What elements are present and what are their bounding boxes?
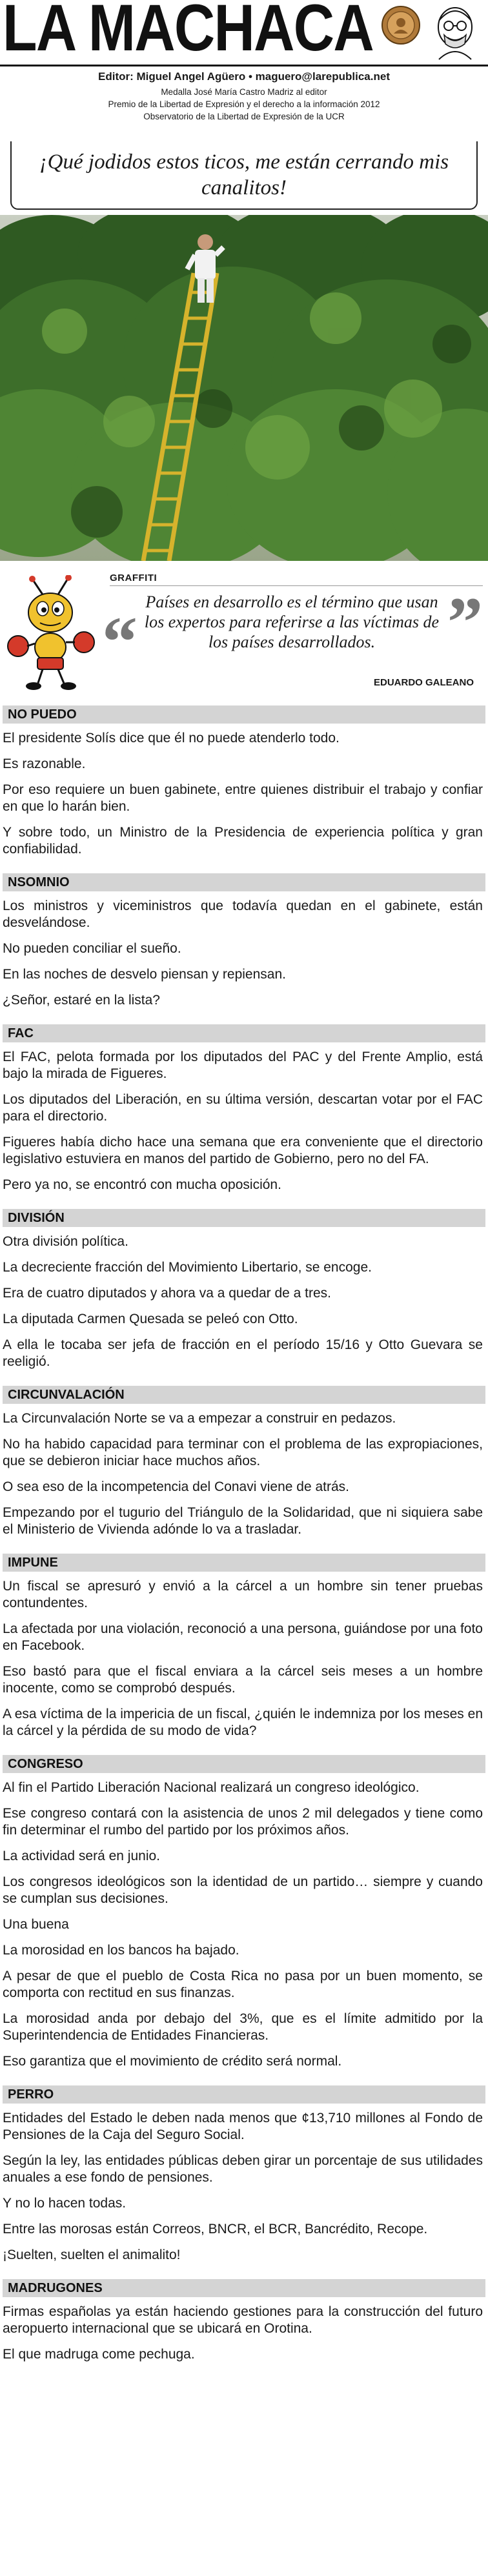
section-paragraph: Los ministros y viceministros que todavía quedan en el gabinete, están desvelándose. [3,898,483,930]
close-quote-mark-icon: ” [447,583,483,662]
column-section [0,2279,488,2363]
editor-line: Editor: Miguel Angel Agüero • maguero@larepublica.net [98,70,390,83]
section-paragraph: Los congresos ideológicos son la identidad de un partido… siempre y cuando se cumplan sus decisiones. [3,1874,483,1906]
section-paragraph: La morosidad en los bancos ha bajado. [3,1943,239,1958]
headline-quote-box [10,141,478,210]
section-paragraph: Un fiscal se apresuró y envió a la cárcel a un hombre sin tener pruebas contundentes. [3,1579,483,1610]
section-paragraph: Al fin el Partido Liberación Nacional realizará un congreso ideológico. [3,1780,420,1795]
column-section [0,1024,488,1193]
section-paragraph: A pesar de que el pueblo de Costa Rica no pasa por un buen momento, se comporta con rectitud en sus finanzas. [3,1969,483,2000]
section-paragraph: No ha habido capacidad para terminar con el problema de las expropiaciones, que se debieron iniciar hace muchos años. [3,1437,483,1468]
cover-photo [0,215,488,561]
section-paragraph: El que madruga come pechuga. [3,2347,195,2362]
section-header: DIVISIÓN [3,1209,485,1227]
section-paragraph: Firmas españolas ya están haciendo gestiones para la construcción del futuro aeropuerto internacional que se ubicará en Orotina. [3,2304,483,2336]
credit-line: Observatorio de la Libertad de Expresión de la UCR [143,112,345,121]
section-paragraph: Entidades del Estado le deben nada menos que ¢13,710 millones al Fondo de Pensiones de la Caja del Seguro Social. [3,2111,483,2142]
section-header: CONGRESO [3,1755,485,1773]
editor-caricature-icon [426,1,484,61]
headline-quote: ¡Qué jodidos estos ticos, me están cerrando mis canalitos! [39,150,449,199]
section-paragraph: La morosidad anda por debajo del 3%, que es el límite admitido por la Superintendencia de Entidades Financieras. [3,2011,483,2043]
column-section [0,1209,488,1370]
section-paragraph: Empezando por el tugurio del Triángulo de la Solidaridad, que ni siquiera sabe el Ministerio de Vivienda adónde lo va a trasladar. [3,1505,483,1537]
section-paragraph: A esa víctima de la impericia de un fiscal, ¿quién le indemniza por los meses en la cárcel y la pérdida de su modo de vida? [3,1707,483,1738]
section-paragraph: O sea eso de la incompetencia del Conavi viene de atrás. [3,1479,349,1494]
section-paragraph: Eso bastó para que el fiscal enviara a la cárcel seis meses a un hombre inocente, como se comprobó después. [3,1664,483,1696]
graffiti-author: EDUARDO GALEANO [373,677,474,688]
section-paragraph: ¿Señor, estaré en la lista? [3,993,160,1008]
credit-line: Premio de la Libertad de Expresión y el derecho a la información 2012 [108,99,380,109]
section-header: NO PUEDO [3,705,485,724]
section-paragraph: El presidente Solís dice que él no puede atenderlo todo. [3,731,340,745]
section-paragraph: Según la ley, las entidades públicas deben girar un porcentaje de sus utilidades anuales a ese fondo de pensiones. [3,2153,483,2185]
section-paragraph: La Circunvalación Norte se va a empezar a construir en pedazos. [3,1411,396,1426]
section-paragraph: Eso garantiza que el movimiento de crédito será normal. [3,2054,342,2069]
section-paragraph: Pero ya no, se encontró con mucha oposición. [3,1177,281,1192]
section-header: MADRUGONES [3,2279,485,2297]
section-paragraph: Los diputados del Liberación, en su última versión, descartan votar por el FAC para el directorio. [3,1092,483,1124]
graffiti-box [0,561,488,702]
column-sections [0,705,488,2363]
section-header: FAC [3,1024,485,1042]
section-paragraph: A ella le tocaba ser jefa de fracción en el período 15/16 y Otto Guevara se reeligió. [3,1337,483,1369]
credits [0,66,488,135]
section-paragraph: Figueres había dicho hace una semana que era conveniente que el directorio legislativo estuviera en manos del partido de Gobierno, pero no del FA. [3,1135,483,1166]
section-paragraph: La decreciente fracción del Movimiento Libertario, se encoge. [3,1260,372,1275]
section-paragraph: Ese congreso contará con la asistencia de unos 2 mil delegados y tiene como fin determinar el rumbo del partido por los próximos años. [3,1806,483,1838]
section-header: CIRCUNVALACIÓN [3,1386,485,1404]
column-section [0,2085,488,2264]
section-paragraph: El FAC, pelota formada por los diputados del PAC y del Frente Amplio, está bajo la mirada de Figueres. [3,1050,483,1081]
column-section [0,705,488,858]
graffiti-label: GRAFFITI [110,573,158,583]
column-section [0,873,488,1009]
credit-line: Medalla José María Castro Madriz al editor [161,87,327,97]
photo-man-on-ladder-in-trees [0,215,488,561]
section-paragraph: Y sobre todo, un Ministro de la Presidencia de experiencia política y gran confiabilidad. [3,825,483,857]
section-header: PERRO [3,2085,485,2104]
section-paragraph: La afectada por una violación, reconoció a una persona, guiándose por una foto en Facebook. [3,1621,483,1653]
section-paragraph: La diputada Carmen Quesada se peleó con Otto. [3,1312,298,1326]
column-section [0,1386,488,1538]
section-paragraph: Era de cuatro diputados y ahora va a quedar de a tres. [3,1286,331,1301]
ant-boxer-icon [4,575,101,691]
masthead-title: LA MACHACA [3,0,374,65]
section-paragraph: Por eso requiere un buen gabinete, entre quienes distribuir el trabajo y confiar en que lo harán bien. [3,782,483,814]
section-paragraph: Entre las morosas están Correos, BNCR, el BCR, Bancrédito, Recope. [3,2222,428,2236]
section-paragraph: Otra división política. [3,1234,128,1249]
masthead [0,0,488,66]
column-section [0,1554,488,1739]
section-paragraph: Y no lo hacen todas. [3,2196,127,2211]
graffiti-quote: Países en desarrollo es el término que usan los expertos para referirse a las víctimas de los países desarrollados. [144,593,440,651]
graffiti-rule [110,585,483,586]
section-header: NSOMNIO [3,873,485,891]
medal-icon [381,5,421,45]
section-paragraph: En las noches de desvelo piensan y repiensan. [3,967,286,982]
section-paragraph: La actividad será en junio. [3,1849,160,1863]
section-paragraph: No pueden conciliar el sueño. [3,941,181,956]
section-paragraph: Es razonable. [3,756,86,771]
column-section [0,1755,488,2070]
section-paragraph: ¡Suelten, suelten el animalito! [3,2247,181,2262]
section-header: IMPUNE [3,1554,485,1572]
section-paragraph: Una buena [3,1917,69,1932]
open-quote-mark-icon: “ [102,602,137,681]
